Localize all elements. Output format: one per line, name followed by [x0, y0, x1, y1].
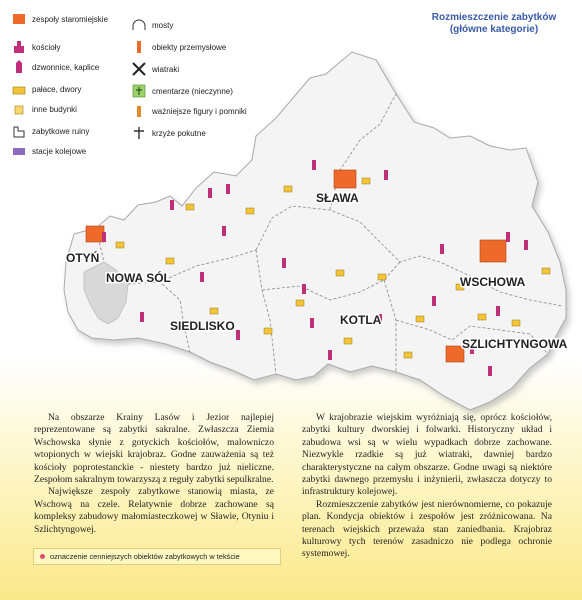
legend-item: [12, 102, 77, 116]
legend-item: [12, 124, 89, 138]
legend-item: [132, 104, 247, 118]
paragraph: Największe zespoły zabytkowe stanowią miasta, ze Wschową na czele. Relatywnie dobrze zachowane są kompleksy zabudowy małomiasteczkowej w Sławie, Otyniu i Szlichtyngowej.: [34, 486, 274, 535]
legend-label: obiekty przemysłowe: [152, 42, 227, 52]
paragraph: W krajobrazie wiejskim wyróżniają się, oprócz kościołów, zabytki kultury dworskiej i folwarki. Historyczny układ i zabudowa wsi są w wielu wypadkach dobrze zachowane. Niezwykle rzadkie są już wiatraki, dawniej bardzo charakterystyczne na całym obszarze. Godne uwagi są niektóre zabytki dawnego przemysłu i inżynierii, zwłaszcza dotyczy to infrastruktury kolejowej.: [302, 412, 552, 498]
legend-item: [12, 82, 81, 96]
region-szlichtyngowa: SZLICHTYNGOWA: [462, 337, 568, 351]
legend-item: [12, 60, 99, 74]
church-icon: [12, 40, 26, 54]
legend-label: krzyże pokutne: [152, 128, 206, 138]
legend-item: [132, 84, 233, 98]
legend-label: stacje kolejowe: [32, 146, 87, 156]
legend-item: [12, 12, 108, 26]
map-title-line2: (główne kategorie): [449, 24, 539, 35]
ruins-icon: [12, 124, 26, 138]
paragraph: Na obszarze Krainy Lasów i Jezior najlepiej reprezentowane są zabytki sakralne. Zwłaszcza Ziemia Wschowska słynie z gotyckich kościołów, malowniczo wtopionych w wiejski krajobraz. Godne zauważenia są też kościoły poprotestanckie - niestety bardzo już nieliczne. Zespołom sakralnym towarzyszą z reguły zabytki sepulkralne.: [34, 412, 274, 486]
paragraph: Rozmieszczenie zabytków jest nierównomierne, co pokazuje plan. Kondycja obiektów i zespołów jest zróżnicowana. Na terenach wiejskich przeważa stan zaniedbania. Krajobraz kulturowy tych terenów zasadniczo nie podlega ochronie systemowej.: [302, 498, 552, 560]
legend-label: kościoły: [32, 42, 61, 52]
legend-item: [132, 18, 173, 32]
bridge-icon: [132, 18, 146, 32]
cemetery-icon: [132, 84, 146, 98]
legend-item: [132, 62, 179, 76]
windmill-icon: [132, 62, 146, 76]
map-title-line1: Rozmieszczenie zabytków: [431, 12, 557, 23]
region-nowa-sol: NOWA SÓL: [106, 271, 171, 285]
legend-label: pałace, dwory: [32, 84, 82, 94]
region-otyn: OTYŃ: [66, 251, 100, 265]
legend-item: [132, 126, 206, 140]
palace-icon: [12, 82, 26, 96]
old-town-icon: [12, 12, 26, 26]
cross-icon: [132, 126, 146, 140]
monument-icon: [132, 104, 146, 118]
legend-item: [12, 144, 86, 158]
legend-label: cmentarze (nieczynne): [152, 86, 233, 96]
text-column-right: [302, 412, 552, 561]
industrial-icon: [132, 40, 146, 54]
building-icon: [12, 102, 26, 116]
legend-item: [132, 40, 226, 54]
legend-label: ważniejsze figury i pomniki: [152, 106, 247, 116]
legend-label: dzwonnice, kaplice: [32, 62, 100, 72]
legend-label: zabytkowe ruiny: [32, 126, 90, 136]
legend-item: [12, 40, 60, 54]
note-text: oznaczenie cenniejszych obiektów zabytkowych w tekście: [50, 552, 240, 561]
railway-station-icon: [12, 144, 26, 158]
text-column-left: [34, 412, 274, 536]
legend-label: inne budynki: [32, 104, 77, 114]
region-slawa: SŁAWA: [316, 191, 359, 205]
region-kotla: KOTLA: [340, 313, 382, 327]
bell-tower-icon: [12, 60, 26, 74]
legend-label: wiatraki: [152, 64, 180, 74]
marker-dot-icon: [40, 554, 45, 559]
legend-label: zespoły staromiejskie: [32, 14, 109, 24]
legend-note: [33, 548, 281, 565]
legend-label: mosty: [152, 20, 174, 30]
region-wschowa: WSCHOWA: [460, 275, 526, 289]
region-siedlisko: SIEDLISKO: [170, 319, 235, 333]
